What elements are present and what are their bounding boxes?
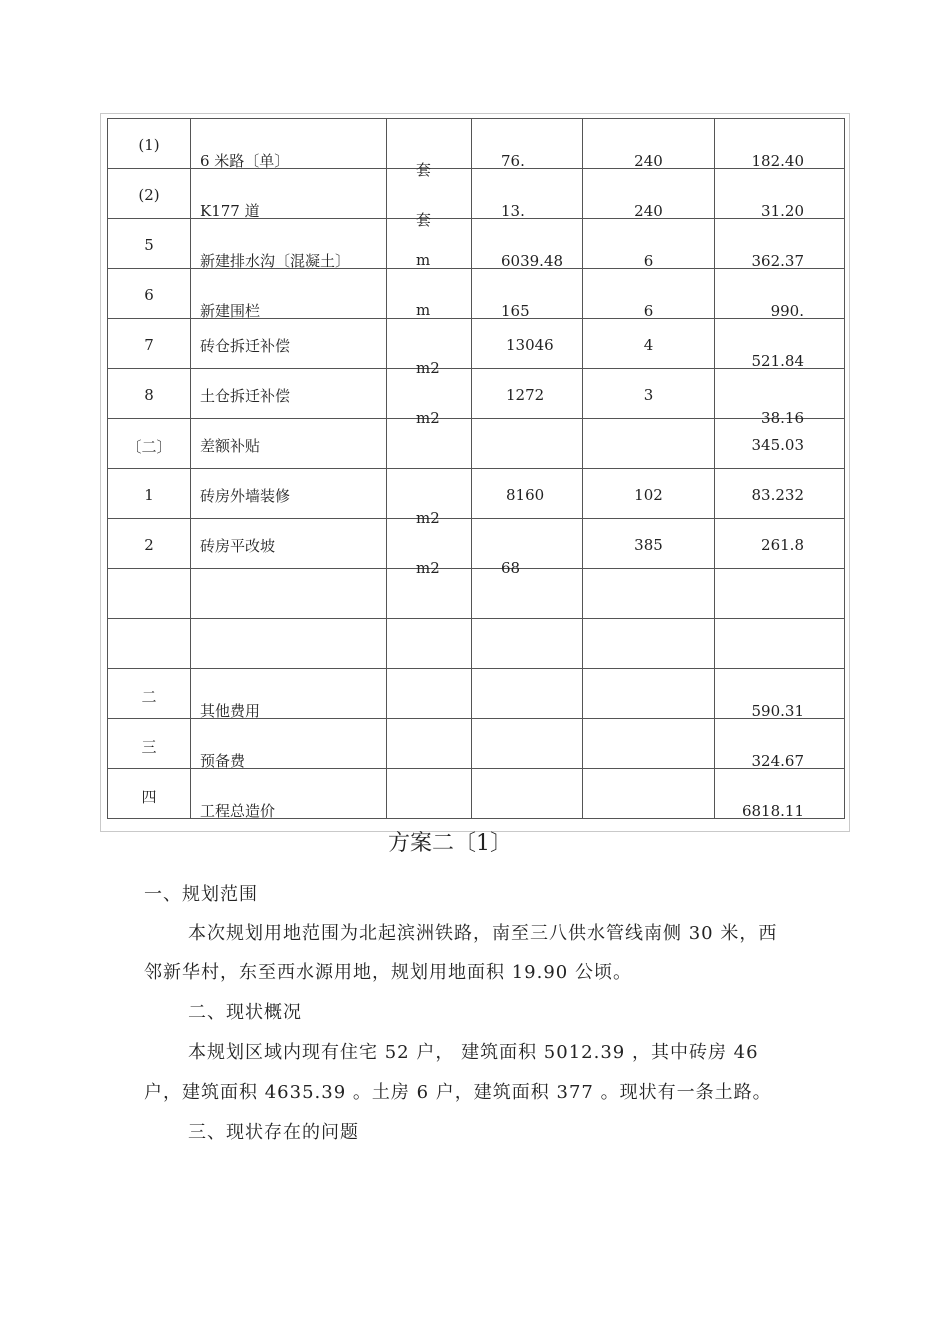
cell-unit: m: [416, 301, 431, 319]
cell-total: 590.31: [751, 702, 804, 720]
section-heading-status: 二、现状概况: [188, 1002, 302, 1023]
cell-total: 83.232: [751, 486, 804, 504]
table-row: [108, 519, 845, 569]
table-row: [108, 569, 845, 619]
cell-price: 3: [643, 386, 654, 404]
cell-qty: 68: [501, 559, 521, 577]
cell-index: 四: [141, 788, 157, 806]
table-row: [108, 669, 845, 719]
cell-price: 6: [643, 252, 654, 270]
table-row: [108, 419, 845, 469]
cell-qty: 165: [501, 302, 530, 320]
cell-name: 预备费: [200, 752, 246, 770]
cell-name: 砖房外墙装修: [200, 487, 291, 505]
table-row: [108, 769, 845, 819]
cell-total: 261.8: [761, 536, 804, 554]
cell-price: 240: [634, 152, 663, 170]
cell-name: 差额补贴: [200, 437, 261, 455]
cell-total: 6818.11: [741, 802, 804, 820]
cell-price: 6: [643, 302, 654, 320]
paragraph-line: 邻新华村，东至西水源用地，规划用地面积 19.90 公顷。: [144, 962, 632, 983]
cell-total: 182.40: [751, 152, 804, 170]
table-row: [108, 119, 845, 169]
cell-total: 362.37: [751, 252, 804, 270]
section-heading-scope: 一、规划范围: [144, 884, 258, 905]
cell-qty: 13046: [506, 336, 554, 354]
cell-index: 8: [144, 386, 154, 404]
cell-name: 新建围栏: [200, 302, 261, 320]
cell-name: 其他费用: [200, 702, 261, 720]
cell-unit: 套: [416, 211, 432, 229]
cell-index: 二: [141, 688, 157, 706]
cell-qty: 1272: [506, 386, 545, 404]
cell-index: 6: [144, 286, 154, 304]
cell-index: 三: [141, 738, 157, 756]
paragraph-line: 户，建筑面积 4635.39 。土房 6 户，建筑面积 377 。现状有一条土路。: [144, 1082, 772, 1103]
cell-total: 990.: [770, 302, 804, 320]
cell-index: 5: [144, 236, 154, 254]
paragraph-line: 本次规划用地范围为北起滨洲铁路，南至三八供水管线南侧 30 米，西: [188, 923, 778, 944]
cell-unit: m2: [416, 559, 440, 577]
table-row: [108, 319, 845, 369]
cell-unit: m2: [416, 409, 440, 427]
cell-name: K177 道: [200, 202, 260, 220]
cell-price: 385: [634, 536, 663, 554]
table-row: [108, 619, 845, 669]
table-row: [108, 269, 845, 319]
cell-index: (1): [138, 136, 160, 154]
cell-price: 4: [643, 336, 654, 354]
cell-qty: 8160: [506, 486, 545, 504]
scheme-title: 方案二〔1〕: [388, 831, 512, 856]
table-row: [108, 169, 845, 219]
paragraph-line: 本规划区域内现有住宅 52 户， 建筑面积 5012.39 ，其中砖房 46: [188, 1042, 759, 1063]
cell-unit: 套: [416, 161, 432, 179]
table-row: [108, 719, 845, 769]
cell-total: 345.03: [751, 436, 804, 454]
cell-unit: m: [416, 251, 431, 269]
cell-name: 新建排水沟〔混凝土〕: [200, 252, 351, 270]
cell-name: 工程总造价: [200, 802, 276, 820]
section-heading-problems: 三、现状存在的问题: [188, 1122, 359, 1143]
cell-unit: m2: [416, 509, 440, 527]
cell-total: 324.67: [751, 752, 804, 770]
cell-index: (2): [138, 186, 160, 204]
cell-total: 521.84: [751, 352, 804, 370]
cell-unit: m2: [416, 359, 440, 377]
cell-index: 2: [144, 536, 154, 554]
cell-total: 38.16: [761, 409, 804, 427]
table-row: [108, 369, 845, 419]
table-row: [108, 219, 845, 269]
cell-name: 土仓拆迁补偿: [200, 387, 291, 405]
cell-name: 砖仓拆迁补偿: [200, 337, 291, 355]
cell-name: 6 米路〔单〕: [200, 152, 290, 170]
cost-table: [107, 118, 845, 819]
cell-index: 7: [144, 336, 154, 354]
cell-qty: 6039.48: [501, 252, 564, 270]
cell-price: 240: [634, 202, 663, 220]
cell-total: 31.20: [761, 202, 804, 220]
cell-qty: 13.: [501, 202, 525, 220]
cell-index: 〔二〕: [126, 438, 172, 456]
table-row: [108, 469, 845, 519]
cell-index: 1: [144, 486, 154, 504]
cell-qty: 76.: [501, 152, 525, 170]
cell-name: 砖房平改坡: [200, 537, 276, 555]
cell-price: 102: [634, 486, 663, 504]
